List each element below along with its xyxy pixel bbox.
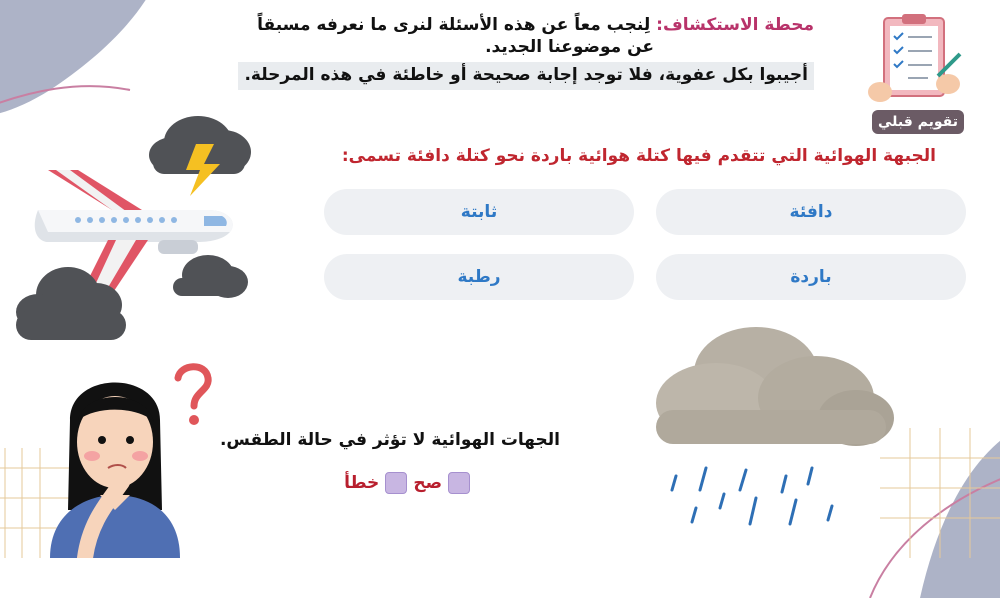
pre-assessment-badge [862, 14, 972, 130]
question-text: الجبهة الهوائية التي تتقدم فيها كتلة هوائية باردة نحو كتلة دافئة تسمى: [341, 146, 936, 166]
true-checkbox[interactable] [448, 472, 470, 494]
true-label: صح [413, 473, 442, 493]
intro-line-3: أجيبوا بكل عفوية، فلا توجد إجابة صحيحة أو خاطئة في هذه المرحلة. [238, 62, 814, 90]
thinking-girl-illustration [30, 360, 230, 558]
false-checkbox[interactable] [385, 472, 407, 494]
true-false-options [280, 470, 470, 496]
clipboard-checklist-icon [862, 14, 972, 114]
storm-cloud-right-icon [173, 255, 248, 298]
rain-drops-icon [672, 468, 832, 524]
intro-line-1: لِنجب معاً عن هذه الأسئلة لنرى ما نعرفه مسبقاً [257, 15, 651, 35]
false-label: خطأ [344, 473, 380, 493]
answer-option-warm[interactable]: دافئة [656, 189, 966, 235]
true-false-statement: الجهات الهوائية لا تؤثر في حالة الطقس. [219, 430, 560, 450]
intro-line-2: عن موضوعنا الجديد. [485, 37, 654, 57]
answer-option-humid[interactable]: رطبة [324, 254, 634, 300]
airplane-storm-illustration [8, 100, 308, 350]
intro-text [194, 14, 814, 90]
question-mark-icon [178, 367, 208, 425]
answer-option-cold[interactable]: باردة [656, 254, 966, 300]
answer-option-stationary[interactable]: ثابتة [324, 189, 634, 235]
rain-cloud-illustration [636, 318, 900, 532]
intro-lead: محطة الاستكشاف: [656, 15, 814, 35]
badge-label: تقويم قبلي [872, 110, 964, 134]
rain-cloud-icon [656, 327, 894, 446]
